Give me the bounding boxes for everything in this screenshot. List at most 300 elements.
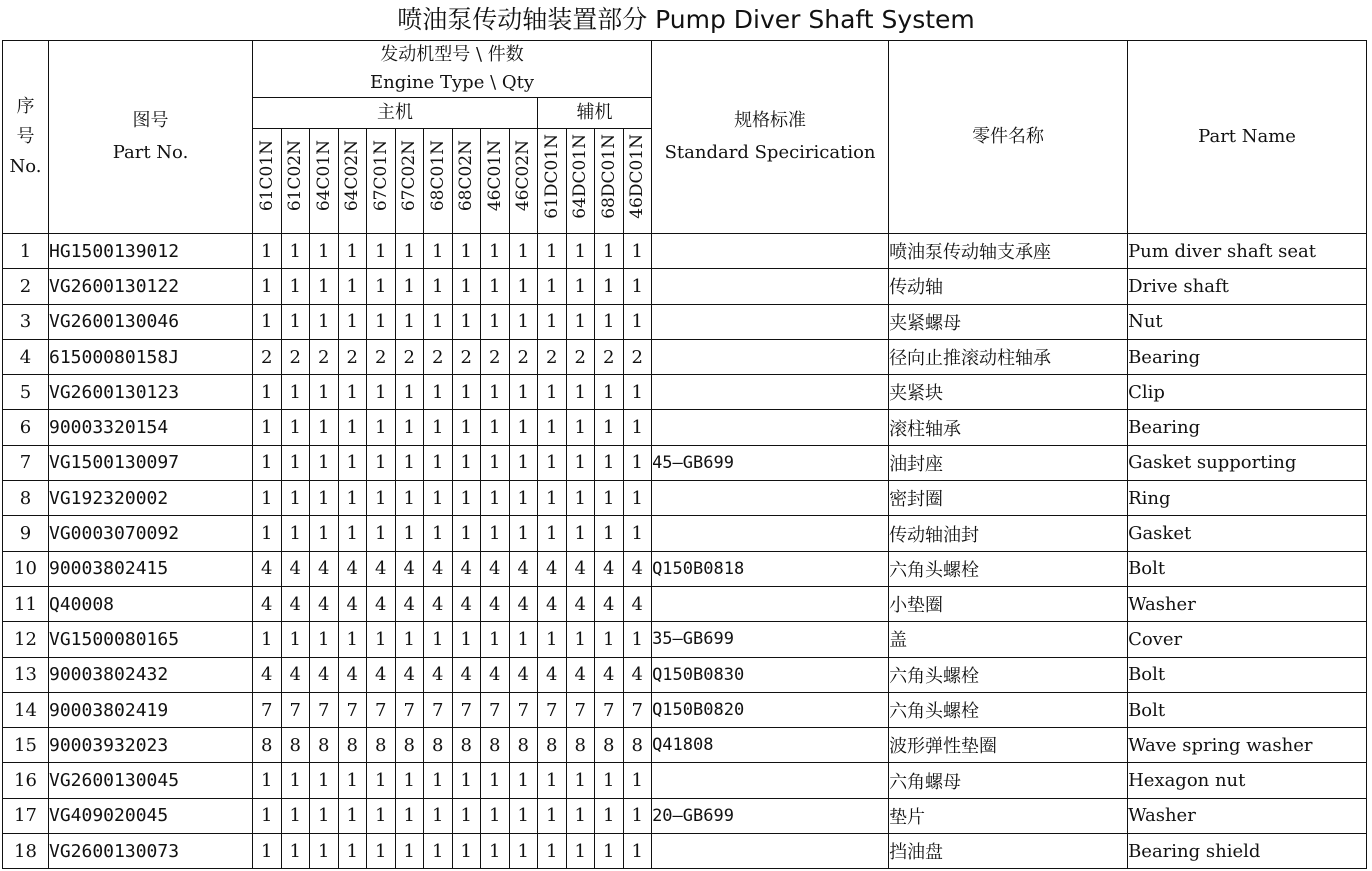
qty-cell: 1 [481,834,510,869]
qty-cell: 2 [338,339,367,374]
standard-spec [652,586,889,621]
part-number: VG2600130073 [49,834,253,869]
qty-cell: 1 [310,234,339,269]
part-number: VG2600130122 [49,269,253,304]
row-number: 18 [3,834,49,869]
qty-cell: 4 [281,657,310,692]
qty-cell: 7 [623,692,652,727]
part-name-cn: 六角头螺栓 [889,551,1128,586]
qty-cell: 1 [623,481,652,516]
part-number: Q40008 [49,586,253,621]
qty-cell: 1 [595,445,624,480]
qty-cell: 7 [395,692,424,727]
part-name-en: Wave spring washer [1128,728,1367,763]
part-name-en: Bearing [1128,339,1367,374]
part-number: VG1500130097 [49,445,253,480]
qty-cell: 1 [509,410,538,445]
qty-cell: 1 [623,375,652,410]
qty-cell: 1 [424,516,453,551]
qty-cell: 1 [395,445,424,480]
engine-type-code [538,129,567,234]
qty-cell: 1 [595,763,624,798]
qty-cell: 1 [623,304,652,339]
standard-spec: Q150B0820 [652,692,889,727]
qty-cell: 1 [281,375,310,410]
qty-cell: 1 [595,798,624,833]
qty-cell: 2 [281,339,310,374]
part-name-cn: 油封座 [889,445,1128,480]
qty-cell: 4 [538,657,567,692]
row-number: 1 [3,234,49,269]
qty-cell: 1 [566,375,595,410]
row-number: 3 [3,304,49,339]
qty-cell: 1 [367,410,396,445]
part-name-cn: 挡油盘 [889,834,1128,869]
qty-cell: 1 [623,834,652,869]
qty-cell: 4 [452,586,481,621]
table-row [3,622,1367,657]
qty-cell: 1 [310,410,339,445]
qty-cell: 1 [424,410,453,445]
table-row [3,692,1367,727]
engine-type-code-label: 61DC01N [541,133,562,219]
engine-type-code-label: 68C01N [427,140,448,212]
qty-cell: 1 [566,234,595,269]
qty-cell: 1 [595,304,624,339]
qty-cell: 1 [623,269,652,304]
row-number: 10 [3,551,49,586]
part-number: 61500080158J [49,339,253,374]
qty-cell: 1 [595,481,624,516]
part-name-cn: 密封圈 [889,481,1128,516]
table-row [3,234,1367,269]
seq-header [3,41,49,234]
qty-cell: 7 [538,692,567,727]
standard-spec: Q150B0830 [652,657,889,692]
qty-cell: 1 [481,516,510,551]
qty-cell: 1 [281,410,310,445]
qty-cell: 1 [452,269,481,304]
qty-cell: 7 [509,692,538,727]
seq-header-line: 号 [16,126,35,147]
qty-cell: 1 [338,445,367,480]
qty-cell: 1 [338,375,367,410]
qty-cell: 4 [452,657,481,692]
qty-cell: 7 [595,692,624,727]
qty-cell: 4 [338,551,367,586]
engine-type-code [595,129,624,234]
qty-cell: 1 [281,269,310,304]
qty-cell: 1 [509,763,538,798]
qty-cell: 1 [452,481,481,516]
part-name-cn: 滚柱轴承 [889,410,1128,445]
part-name-cn: 六角螺母 [889,763,1128,798]
qty-cell: 8 [281,728,310,763]
qty-cell: 2 [253,339,282,374]
qty-cell: 1 [623,622,652,657]
standard-header-line: Standard Specirication [664,142,876,163]
qty-cell: 4 [253,586,282,621]
qty-cell: 1 [395,375,424,410]
qty-cell: 4 [395,551,424,586]
row-number: 5 [3,375,49,410]
qty-cell: 1 [595,410,624,445]
qty-cell: 7 [338,692,367,727]
standard-header [652,41,889,234]
qty-cell: 8 [595,728,624,763]
qty-cell: 1 [338,834,367,869]
qty-cell: 1 [310,834,339,869]
qty-cell: 1 [595,622,624,657]
part-no-header-line: 图号 [132,110,169,131]
row-number: 15 [3,728,49,763]
qty-cell: 1 [566,481,595,516]
engine-type-code [566,129,595,234]
qty-cell: 1 [253,622,282,657]
qty-cell: 1 [452,304,481,339]
qty-cell: 2 [367,339,396,374]
qty-cell: 2 [595,339,624,374]
qty-cell: 1 [452,445,481,480]
standard-spec [652,763,889,798]
qty-cell: 1 [452,234,481,269]
table-row [3,798,1367,833]
qty-cell: 8 [452,728,481,763]
qty-cell: 1 [538,798,567,833]
engine-type-code-label: 68C02N [456,140,477,212]
qty-cell: 1 [395,234,424,269]
standard-spec [652,234,889,269]
qty-cell: 2 [623,339,652,374]
part-name-cn: 夹紧螺母 [889,304,1128,339]
qty-cell: 4 [538,551,567,586]
qty-cell: 1 [338,304,367,339]
qty-cell: 1 [338,481,367,516]
table-row [3,551,1367,586]
qty-cell: 1 [538,481,567,516]
qty-cell: 1 [538,622,567,657]
qty-cell: 1 [367,834,396,869]
qty-cell: 1 [253,763,282,798]
part-name-cn: 盖 [889,622,1128,657]
qty-cell: 1 [338,622,367,657]
qty-cell: 4 [424,657,453,692]
row-number: 9 [3,516,49,551]
qty-cell: 8 [623,728,652,763]
qty-cell: 4 [623,586,652,621]
part-name-en: Cover [1128,622,1367,657]
qty-cell: 4 [481,551,510,586]
engine-type-code-label: 46C01N [484,140,505,212]
en-name-header: Part Name [1128,41,1367,234]
qty-cell: 1 [395,269,424,304]
qty-cell: 1 [595,834,624,869]
qty-cell: 1 [395,516,424,551]
qty-cell: 7 [566,692,595,727]
qty-cell: 1 [452,516,481,551]
table-row [3,516,1367,551]
qty-cell: 1 [509,269,538,304]
part-number: VG1500080165 [49,622,253,657]
table-row [3,834,1367,869]
qty-cell: 1 [338,234,367,269]
engine-type-code [281,129,310,234]
qty-cell: 1 [623,445,652,480]
part-name-en: Ring [1128,481,1367,516]
qty-cell: 1 [481,269,510,304]
qty-cell: 1 [424,834,453,869]
qty-cell: 1 [509,234,538,269]
qty-cell: 1 [566,304,595,339]
part-name-en: Gasket supporting [1128,445,1367,480]
qty-cell: 1 [595,375,624,410]
qty-cell: 1 [424,375,453,410]
parts-table [2,40,1367,869]
table-row [3,481,1367,516]
qty-cell: 1 [623,763,652,798]
engine-type-code-label: 64C01N [313,140,334,212]
qty-cell: 4 [367,657,396,692]
qty-cell: 8 [566,728,595,763]
qty-cell: 1 [538,445,567,480]
qty-cell: 4 [623,657,652,692]
row-number: 17 [3,798,49,833]
qty-cell: 1 [538,763,567,798]
part-number: 90003320154 [49,410,253,445]
qty-cell: 1 [395,763,424,798]
qty-cell: 4 [253,657,282,692]
qty-cell: 1 [452,410,481,445]
row-number: 7 [3,445,49,480]
qty-cell: 1 [281,234,310,269]
qty-cell: 1 [395,622,424,657]
qty-cell: 1 [538,269,567,304]
standard-spec: 45–GB699 [652,445,889,480]
qty-cell: 2 [566,339,595,374]
qty-cell: 1 [623,516,652,551]
engine-type-code [623,129,652,234]
qty-cell: 1 [310,622,339,657]
standard-spec [652,339,889,374]
qty-cell: 4 [566,551,595,586]
qty-cell: 1 [509,798,538,833]
qty-cell: 1 [310,798,339,833]
qty-cell: 1 [623,234,652,269]
qty-cell: 1 [424,234,453,269]
qty-cell: 2 [452,339,481,374]
qty-cell: 4 [395,586,424,621]
qty-cell: 1 [281,516,310,551]
qty-cell: 1 [509,481,538,516]
standard-spec [652,375,889,410]
row-number: 6 [3,410,49,445]
table-row [3,657,1367,692]
qty-cell: 7 [310,692,339,727]
part-name-en: Bolt [1128,657,1367,692]
part-name-cn: 六角头螺栓 [889,692,1128,727]
qty-cell: 7 [253,692,282,727]
qty-cell: 1 [566,763,595,798]
standard-spec [652,410,889,445]
qty-cell: 1 [367,516,396,551]
engine-type-code [253,129,282,234]
part-number: VG2600130046 [49,304,253,339]
part-name-en: Drive shaft [1128,269,1367,304]
qty-cell: 8 [481,728,510,763]
qty-cell: 1 [310,375,339,410]
qty-cell: 1 [538,304,567,339]
row-number: 13 [3,657,49,692]
qty-cell: 7 [452,692,481,727]
engine-type-header-line: 发动机型号 \ 件数 [380,44,524,65]
qty-cell: 4 [509,551,538,586]
table-row [3,269,1367,304]
qty-cell: 1 [253,375,282,410]
qty-cell: 1 [253,798,282,833]
qty-cell: 1 [595,234,624,269]
qty-cell: 1 [310,763,339,798]
page-title: 喷油泵传动轴装置部分 Pump Diver Shaft System [397,5,975,34]
qty-cell: 1 [481,798,510,833]
part-number: 90003802415 [49,551,253,586]
part-name-cn: 垫片 [889,798,1128,833]
qty-cell: 4 [595,551,624,586]
qty-cell: 1 [310,304,339,339]
engine-type-code-label: 46C02N [513,140,534,212]
row-number: 11 [3,586,49,621]
part-name-cn: 六角头螺栓 [889,657,1128,692]
part-name-cn: 小垫圈 [889,586,1128,621]
part-name-en: Bolt [1128,692,1367,727]
qty-cell: 1 [253,234,282,269]
qty-cell: 1 [424,269,453,304]
qty-cell: 1 [253,269,282,304]
engine-type-code [310,129,339,234]
qty-cell: 1 [538,234,567,269]
qty-cell: 7 [281,692,310,727]
qty-cell: 7 [481,692,510,727]
standard-spec [652,481,889,516]
qty-cell: 1 [338,269,367,304]
qty-cell: 1 [395,304,424,339]
standard-spec [652,516,889,551]
engine-type-header-line: Engine Type \ Qty [370,72,535,93]
qty-cell: 1 [367,304,396,339]
qty-cell: 1 [538,375,567,410]
engine-type-code [395,129,424,234]
qty-cell: 1 [338,798,367,833]
standard-spec [652,269,889,304]
part-no-header-line: Part No. [112,142,189,163]
qty-cell: 1 [452,798,481,833]
part-name-en: Washer [1128,798,1367,833]
qty-cell: 1 [424,763,453,798]
qty-cell: 7 [424,692,453,727]
part-number: 90003802432 [49,657,253,692]
part-name-cn: 夹紧块 [889,375,1128,410]
qty-cell: 1 [253,481,282,516]
qty-cell: 1 [566,516,595,551]
qty-cell: 8 [509,728,538,763]
qty-cell: 1 [281,763,310,798]
qty-cell: 2 [310,339,339,374]
qty-cell: 4 [310,657,339,692]
qty-cell: 1 [253,445,282,480]
engine-type-code-label: 61C02N [285,140,306,212]
engine-type-code-label: 68DC01N [598,133,619,219]
qty-cell: 1 [509,304,538,339]
qty-cell: 2 [395,339,424,374]
qty-cell: 1 [367,445,396,480]
qty-cell: 8 [424,728,453,763]
engine-type-code [509,129,538,234]
qty-cell: 1 [509,445,538,480]
qty-cell: 1 [395,481,424,516]
engine-type-code-label: 64DC01N [570,133,591,219]
table-row [3,445,1367,480]
qty-cell: 1 [481,375,510,410]
table-row [3,728,1367,763]
qty-cell: 1 [481,481,510,516]
qty-cell: 4 [481,657,510,692]
row-number: 16 [3,763,49,798]
part-name-en: Bolt [1128,551,1367,586]
qty-cell: 1 [595,516,624,551]
qty-cell: 1 [481,622,510,657]
qty-cell: 1 [481,304,510,339]
qty-cell: 4 [367,586,396,621]
qty-cell: 4 [310,551,339,586]
qty-cell: 1 [595,269,624,304]
qty-cell: 1 [481,445,510,480]
row-number: 14 [3,692,49,727]
header-row-1 [3,41,1367,98]
qty-cell: 4 [509,586,538,621]
row-number: 12 [3,622,49,657]
table-row [3,304,1367,339]
qty-cell: 1 [481,234,510,269]
part-name-en: Pum diver shaft seat [1128,234,1367,269]
qty-cell: 4 [338,586,367,621]
qty-cell: 1 [253,410,282,445]
qty-cell: 1 [253,304,282,339]
qty-cell: 1 [566,798,595,833]
standard-spec: 20–GB699 [652,798,889,833]
qty-cell: 1 [310,445,339,480]
part-name-cn: 喷油泵传动轴支承座 [889,234,1128,269]
qty-cell: 4 [566,657,595,692]
qty-cell: 8 [253,728,282,763]
part-name-en: Clip [1128,375,1367,410]
engine-type-code [338,129,367,234]
part-number: HG1500139012 [49,234,253,269]
qty-cell: 4 [566,586,595,621]
qty-cell: 1 [367,234,396,269]
qty-cell: 1 [253,834,282,869]
engine-type-code-label: 67C01N [370,140,391,212]
table-row [3,375,1367,410]
qty-cell: 1 [367,481,396,516]
row-number: 2 [3,269,49,304]
standard-spec: Q41808 [652,728,889,763]
part-name-en: Nut [1128,304,1367,339]
qty-cell: 1 [367,269,396,304]
qty-cell: 1 [367,763,396,798]
part-number: 90003802419 [49,692,253,727]
standard-spec: 35–GB699 [652,622,889,657]
qty-cell: 1 [566,269,595,304]
qty-cell: 8 [367,728,396,763]
